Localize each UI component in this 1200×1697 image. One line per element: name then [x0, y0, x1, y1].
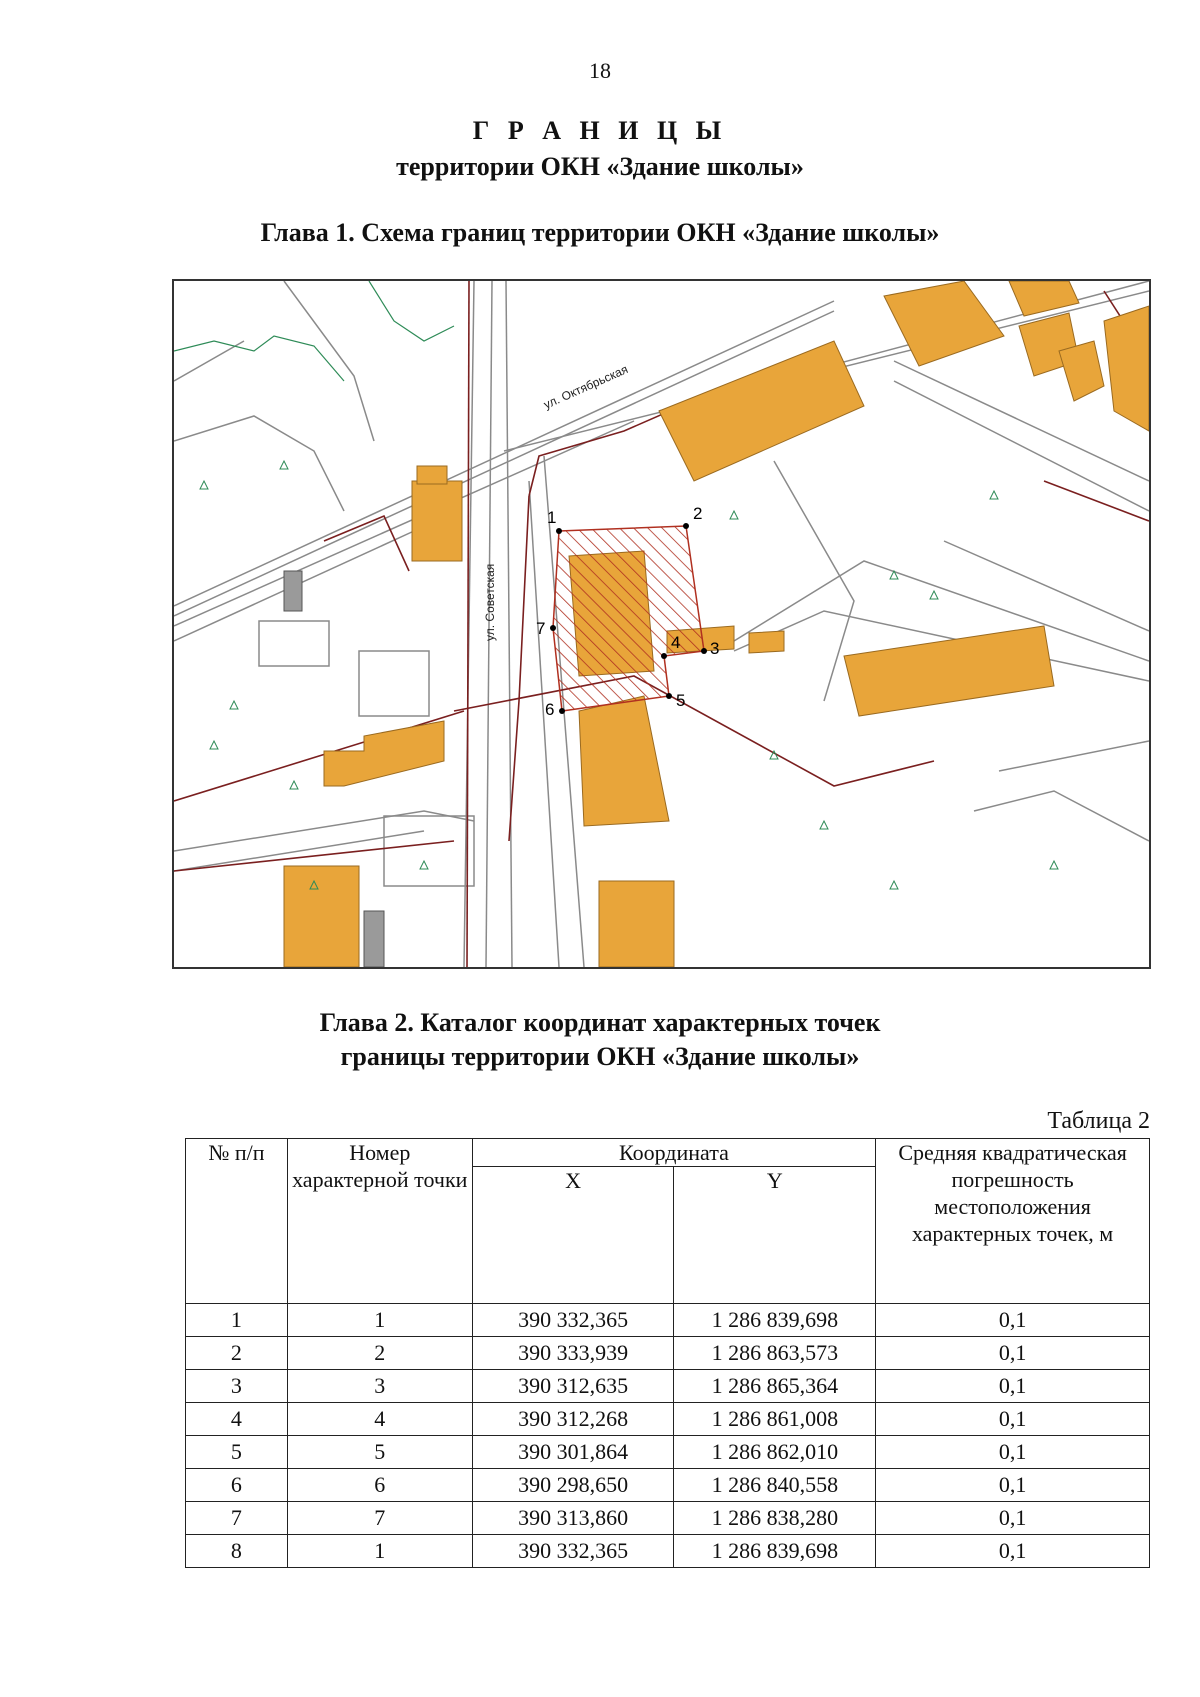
header-num: № п/п — [186, 1139, 288, 1304]
cell-num: 3 — [186, 1370, 288, 1403]
table-row — [186, 1502, 1150, 1535]
page-title: Г Р А Н И Ц Ы — [472, 116, 728, 145]
table-row — [186, 1337, 1150, 1370]
cell-x: 390 301,864 — [472, 1436, 674, 1469]
cell-num: 7 — [186, 1502, 288, 1535]
chapter2-title-line2: границы территории ОКН «Здание школы» — [340, 1042, 860, 1071]
boundary-map — [172, 279, 1151, 969]
buildings — [284, 281, 1149, 967]
cell-num: 2 — [186, 1337, 288, 1370]
table-row — [186, 1436, 1150, 1469]
header-x: X — [472, 1167, 674, 1304]
cell-y: 1 286 862,010 — [674, 1436, 876, 1469]
point-label-1: 1 — [547, 508, 557, 527]
cell-x: 390 313,860 — [472, 1502, 674, 1535]
territory-hatch — [553, 526, 704, 711]
cell-x: 390 312,268 — [472, 1403, 674, 1436]
cell-num: 4 — [186, 1403, 288, 1436]
table-row — [186, 1370, 1150, 1403]
cell-point: 3 — [287, 1370, 472, 1403]
table-row — [186, 1469, 1150, 1502]
cell-point: 1 — [287, 1535, 472, 1568]
header-y: Y — [674, 1167, 876, 1304]
point-label-4: 4 — [671, 633, 681, 652]
cell-error: 0,1 — [876, 1370, 1150, 1403]
coordinates-table — [185, 1138, 1150, 1568]
street-label-oktyabrskaya: ул. Октябрьская — [541, 362, 630, 412]
table-row — [186, 1535, 1150, 1568]
point-label-7: 7 — [536, 619, 546, 638]
cell-num: 5 — [186, 1436, 288, 1469]
header-point: Номер характерной точки — [287, 1139, 472, 1304]
point-label-2: 2 — [693, 504, 703, 523]
cell-error: 0,1 — [876, 1535, 1150, 1568]
cell-error: 0,1 — [876, 1436, 1150, 1469]
cell-y: 1 286 838,280 — [674, 1502, 876, 1535]
cell-point: 6 — [287, 1469, 472, 1502]
cell-y: 1 286 840,558 — [674, 1469, 876, 1502]
cell-x: 390 332,365 — [472, 1535, 674, 1568]
cell-num: 8 — [186, 1535, 288, 1568]
vegetation-outline — [174, 281, 454, 381]
point-label-6: 6 — [545, 700, 555, 719]
cell-point: 4 — [287, 1403, 472, 1436]
cell-error: 0,1 — [876, 1304, 1150, 1337]
cell-y: 1 286 865,364 — [674, 1370, 876, 1403]
cell-y: 1 286 861,008 — [674, 1403, 876, 1436]
cell-y: 1 286 839,698 — [674, 1535, 876, 1568]
page-number: 18 — [589, 58, 611, 83]
table-caption: Таблица 2 — [1047, 1108, 1150, 1134]
cell-y: 1 286 839,698 — [674, 1304, 876, 1337]
cell-error: 0,1 — [876, 1502, 1150, 1535]
cell-x: 390 333,939 — [472, 1337, 674, 1370]
header-error: Средняя квадратическая погрешность местоположения характерных точек, м — [876, 1139, 1150, 1304]
chapter2-title-line1: Глава 2. Каталог координат характерных точек — [319, 1008, 881, 1037]
cell-x: 390 332,365 — [472, 1304, 674, 1337]
cell-num: 6 — [186, 1469, 288, 1502]
point-label-5: 5 — [676, 691, 686, 710]
cell-point: 7 — [287, 1502, 472, 1535]
cell-x: 390 298,650 — [472, 1469, 674, 1502]
chapter1-title: Глава 1. Схема границ территории ОКН «Здание школы» — [260, 218, 940, 247]
header-coordinate: Координата — [472, 1139, 875, 1167]
point-label-3: 3 — [710, 639, 720, 658]
cell-point: 5 — [287, 1436, 472, 1469]
cell-error: 0,1 — [876, 1403, 1150, 1436]
cell-point: 2 — [287, 1337, 472, 1370]
street-label-sovetskaya: ул. Советская — [483, 563, 497, 641]
cell-num: 1 — [186, 1304, 288, 1337]
cell-x: 390 312,635 — [472, 1370, 674, 1403]
cell-error: 0,1 — [876, 1337, 1150, 1370]
table-row — [186, 1304, 1150, 1337]
cell-y: 1 286 863,573 — [674, 1337, 876, 1370]
table-row — [186, 1403, 1150, 1436]
cell-point: 1 — [287, 1304, 472, 1337]
page-subtitle: территории ОКН «Здание школы» — [396, 152, 804, 181]
cell-error: 0,1 — [876, 1469, 1150, 1502]
